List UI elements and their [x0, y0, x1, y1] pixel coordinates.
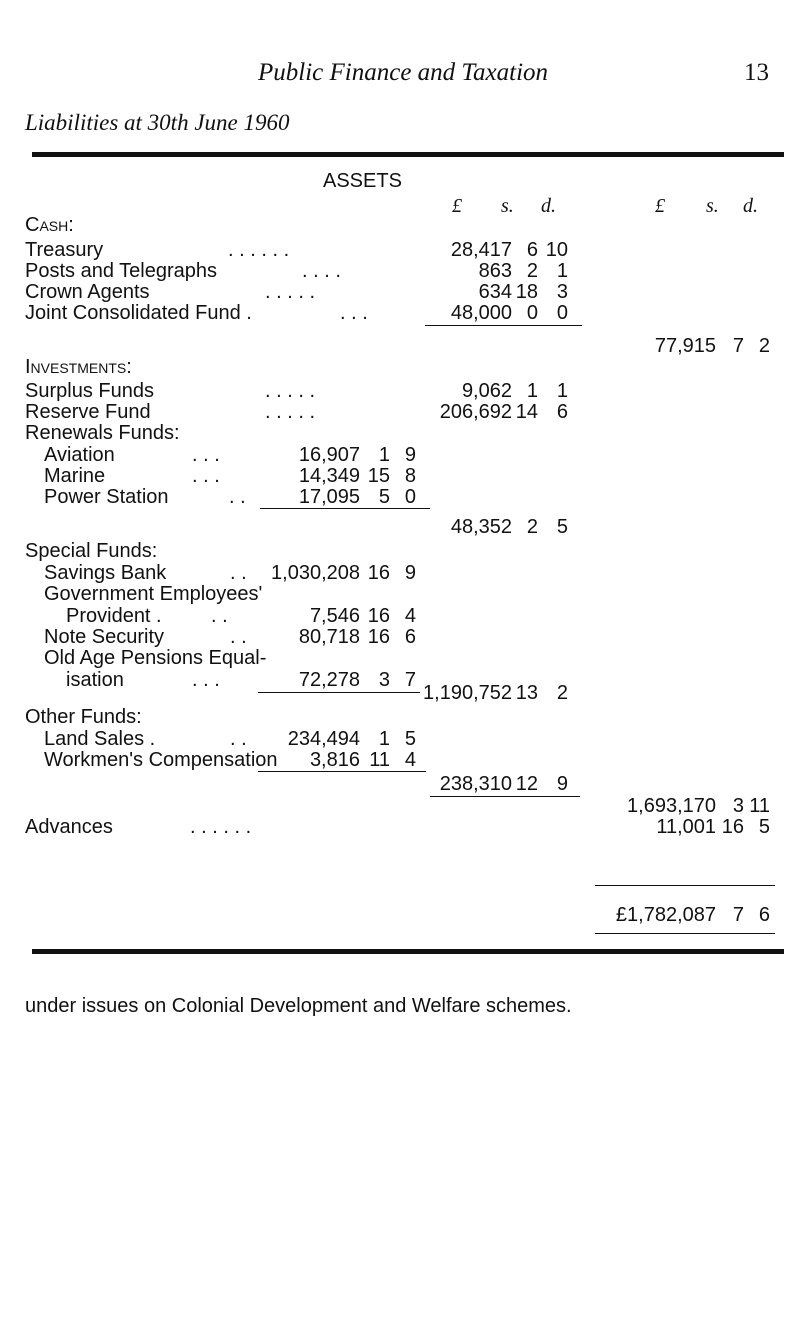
amount-pounds: 634: [478, 281, 512, 303]
row-label: Crown Agents: [25, 281, 150, 303]
row-label: Treasury: [25, 239, 104, 261]
amount-shillings: 2: [526, 260, 538, 282]
grand-total-rule-top: [595, 885, 775, 886]
total-pounds: 1,693,170: [627, 795, 716, 817]
leader-dots: . . .: [340, 302, 368, 324]
grand-total-rule-bottom: [595, 933, 775, 934]
row-label: Surplus Funds: [25, 380, 154, 402]
leader-dots: . .: [211, 605, 228, 627]
amount-pounds: 9,062: [461, 380, 512, 402]
row-label: Provident .: [66, 605, 162, 627]
amount-pounds: 206,692: [439, 401, 512, 423]
row-label: Marine: [44, 465, 106, 487]
renewals-heading: Renewals Funds:: [25, 422, 180, 444]
amount-pounds: 234,494: [287, 728, 360, 750]
bottom-rule: [32, 949, 784, 954]
assets-heading: ASSETS: [323, 170, 402, 192]
amount-shillings: 1: [526, 380, 538, 402]
row-label: Joint Consolidated Fund .: [25, 302, 252, 324]
amount-pence: 7: [404, 669, 416, 691]
leader-dots: . .: [230, 728, 247, 750]
total-pence: 9: [556, 773, 568, 795]
leader-dots: . . .: [192, 669, 220, 691]
row-label: Aviation: [44, 444, 115, 466]
amount-pence: 9: [404, 444, 416, 466]
amount-shillings: 15: [367, 465, 390, 487]
row-label: Savings Bank: [44, 562, 167, 584]
total-pence: 2: [556, 682, 568, 704]
row-label: Government Employees': [44, 583, 263, 605]
total-pence: 6: [758, 904, 770, 926]
amount-shillings: 16: [367, 562, 390, 584]
amount-pence: 1: [556, 260, 568, 282]
amount-pounds: 1,030,208: [271, 562, 360, 584]
total-pence: 2: [758, 335, 770, 357]
row-label: Land Sales .: [44, 728, 156, 750]
total-shillings: 12: [515, 773, 538, 795]
leader-dots: . . .: [192, 465, 220, 487]
footnote: under issues on Colonial Development and Welfare schemes.: [25, 995, 572, 1017]
amount-shillings: 16: [367, 626, 390, 648]
amount-pounds: 48,000: [450, 302, 512, 324]
cash-heading: Cash:: [25, 214, 74, 236]
row-label: Advances: [25, 816, 113, 838]
amount-shillings: 6: [526, 239, 538, 261]
amount-pence: 9: [404, 562, 416, 584]
total-pence: 5: [556, 516, 568, 538]
amount-shillings: 1: [378, 728, 390, 750]
amount-pence: 3: [556, 281, 568, 303]
cash-total-rule: [570, 325, 582, 326]
amount-pence: 4: [404, 605, 416, 627]
amount-shillings: 18: [515, 281, 538, 303]
special-heading: Special Funds:: [25, 540, 158, 562]
col-pence-outer: d.: [743, 195, 758, 217]
total-pence: 11: [749, 795, 770, 817]
amount-pence: 1: [556, 380, 568, 402]
amount-pounds: 11,001: [656, 816, 716, 838]
col-shillings-inner: s.: [501, 195, 514, 217]
col-pence-inner: d.: [541, 195, 556, 217]
leader-dots: . . . . . .: [190, 816, 252, 838]
row-label: isation: [66, 669, 124, 691]
leader-dots: . . .: [192, 444, 220, 466]
cash-subtotal-rule: [425, 325, 570, 326]
amount-pounds: 80,718: [298, 626, 360, 648]
amount-pounds: 7,546: [309, 605, 360, 627]
top-rule: [32, 152, 784, 157]
running-header-title: Public Finance and Taxation: [258, 59, 549, 86]
leader-dots: . .: [229, 486, 246, 508]
amount-shillings: 1: [378, 444, 390, 466]
total-pounds: 238,310: [439, 773, 512, 795]
investments-heading: Investments:: [25, 356, 132, 378]
investments-total-rule: [430, 796, 580, 797]
other-total-rule: [258, 771, 426, 772]
amount-pence: 5: [758, 816, 770, 838]
total-shillings: 13: [515, 682, 538, 704]
amount-pence: 5: [404, 728, 416, 750]
amount-pounds: 72,278: [298, 669, 360, 691]
total-shillings: 7: [732, 904, 744, 926]
section-title: Liabilities at 30th June 1960: [25, 110, 290, 135]
amount-shillings: 3: [378, 669, 390, 691]
leader-dots: . . . . .: [265, 281, 316, 303]
amount-pounds: 17,095: [298, 486, 360, 508]
amount-pence: 0: [404, 486, 416, 508]
amount-pence: 6: [556, 401, 568, 423]
amount-shillings: 16: [367, 605, 390, 627]
amount-pence: 10: [545, 239, 568, 261]
total-pounds: 48,352: [450, 516, 512, 538]
col-shillings-outer: s.: [706, 195, 719, 217]
amount-pounds: 16,907: [298, 444, 360, 466]
amount-shillings: 14: [515, 401, 538, 423]
special-total-rule: [258, 692, 420, 693]
renewals-total-rule: [260, 508, 430, 509]
row-label: Workmen's Compensation: [44, 749, 278, 771]
leader-dots: . . . . .: [265, 380, 316, 402]
leader-dots: . .: [230, 562, 247, 584]
total-shillings: 3: [732, 795, 744, 817]
amount-shillings: 16: [721, 816, 744, 838]
row-label: Reserve Fund: [25, 401, 151, 423]
amount-pence: 4: [404, 749, 416, 771]
row-label: Power Station: [44, 486, 169, 508]
total-pounds: 77,915: [654, 335, 716, 357]
amount-pounds: 28,417: [450, 239, 512, 261]
col-pounds-outer: £: [655, 195, 665, 217]
amount-shillings: 5: [378, 486, 390, 508]
col-pounds-inner: £: [452, 195, 462, 217]
row-label: Old Age Pensions Equal-: [44, 647, 267, 669]
page-number: 13: [744, 59, 769, 86]
row-label: Posts and Telegraphs: [25, 260, 217, 282]
amount-pounds: 3,816: [309, 749, 360, 771]
total-shillings: 7: [732, 335, 744, 357]
amount-pence: 6: [404, 626, 416, 648]
amount-pence: 0: [556, 302, 568, 324]
amount-pounds: 14,349: [298, 465, 360, 487]
row-label: Note Security: [44, 626, 165, 648]
leader-dots: . . . . . .: [228, 239, 290, 261]
amount-pence: 8: [404, 465, 416, 487]
leader-dots: . .: [230, 626, 247, 648]
leader-dots: . . . .: [302, 260, 341, 282]
other-heading: Other Funds:: [25, 706, 142, 728]
amount-shillings: 11: [369, 749, 390, 771]
amount-pounds: 863: [478, 260, 512, 282]
total-shillings: 2: [526, 516, 538, 538]
total-pounds: £1,782,087: [615, 904, 716, 926]
total-pounds: 1,190,752: [423, 682, 512, 704]
amount-shillings: 0: [526, 302, 538, 324]
leader-dots: . . . . .: [265, 401, 316, 423]
